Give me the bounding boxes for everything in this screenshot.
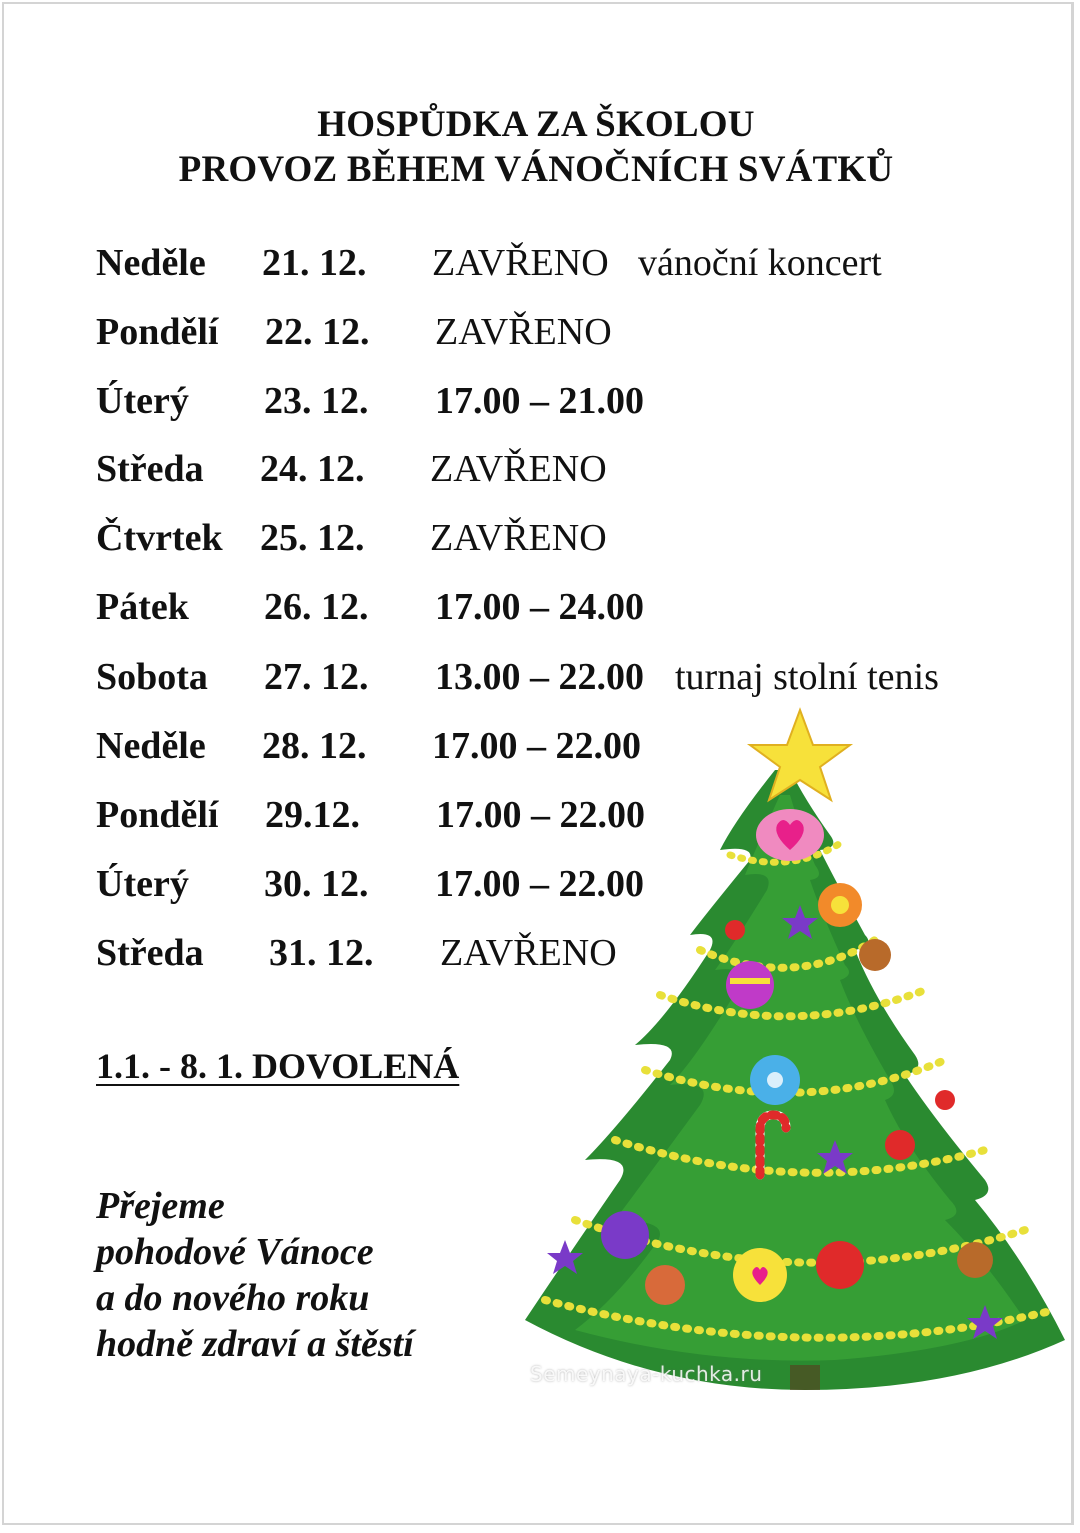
row-date: 23. 12. xyxy=(264,380,369,422)
row-date: 28. 12. xyxy=(262,725,367,767)
schedule-row xyxy=(0,307,1080,357)
row-date: 30. 12. xyxy=(264,863,369,905)
row-day: Úterý xyxy=(96,380,189,422)
row-time: 17.00 – 24.00 xyxy=(435,586,644,628)
row-day: Úterý xyxy=(96,863,189,905)
row-time: ZAVŘENO xyxy=(430,517,607,559)
row-date: 27. 12. xyxy=(264,656,369,698)
row-date: 29.12. xyxy=(265,794,360,836)
row-note: turnaj stolní tenis xyxy=(675,656,939,698)
wish-line: a do nového roku xyxy=(96,1277,370,1319)
row-day: Čtvrtek xyxy=(96,517,223,559)
christmas-tree-icon xyxy=(505,700,1080,1400)
wish-line: Přejeme xyxy=(96,1185,225,1227)
page-subtitle: PROVOZ BĚHEM VÁNOČNÍCH SVÁTKŮ xyxy=(178,149,894,190)
watermark: Semeynaya-kuchka.ru xyxy=(530,1362,763,1386)
wish-line: pohodové Vánoce xyxy=(96,1231,374,1273)
row-time: 17.00 – 22.00 xyxy=(435,863,644,905)
row-note: vánoční koncert xyxy=(638,242,882,284)
row-time: 17.00 – 22.00 xyxy=(432,725,641,767)
wish-line: hodně zdraví a štěstí xyxy=(96,1323,414,1365)
row-day: Středa xyxy=(96,932,204,974)
page-title: HOSPŮDKA ZA ŠKOLOU xyxy=(317,104,755,145)
row-date: 21. 12. xyxy=(262,242,367,284)
schedule-row xyxy=(0,444,1080,494)
row-time: 13.00 – 22.00 xyxy=(435,656,644,698)
row-date: 25. 12. xyxy=(260,517,365,559)
row-day: Pondělí xyxy=(96,311,219,353)
row-time: ZAVŘENO xyxy=(432,242,609,284)
row-day: Pondělí xyxy=(96,794,219,836)
row-date: 26. 12. xyxy=(264,586,369,628)
row-time: ZAVŘENO xyxy=(440,932,617,974)
vacation-notice: 1.1. - 8. 1. DOVOLENÁ xyxy=(96,1046,460,1086)
schedule-row xyxy=(0,238,1080,288)
row-day: Pátek xyxy=(96,586,189,628)
row-time: ZAVŘENO xyxy=(435,311,612,353)
row-date: 31. 12. xyxy=(269,932,374,974)
row-time: ZAVŘENO xyxy=(430,448,607,490)
row-day: Neděle xyxy=(96,242,206,284)
row-date: 22. 12. xyxy=(265,311,370,353)
row-day: Neděle xyxy=(96,725,206,767)
row-time: 17.00 – 21.00 xyxy=(435,380,644,422)
schedule-row xyxy=(0,582,1080,632)
row-day: Středa xyxy=(96,448,204,490)
row-time: 17.00 – 22.00 xyxy=(436,794,645,836)
row-day: Sobota xyxy=(96,656,208,698)
row-date: 24. 12. xyxy=(260,448,365,490)
schedule-row xyxy=(0,652,1080,702)
schedule-row xyxy=(0,513,1080,563)
schedule-row xyxy=(0,376,1080,426)
